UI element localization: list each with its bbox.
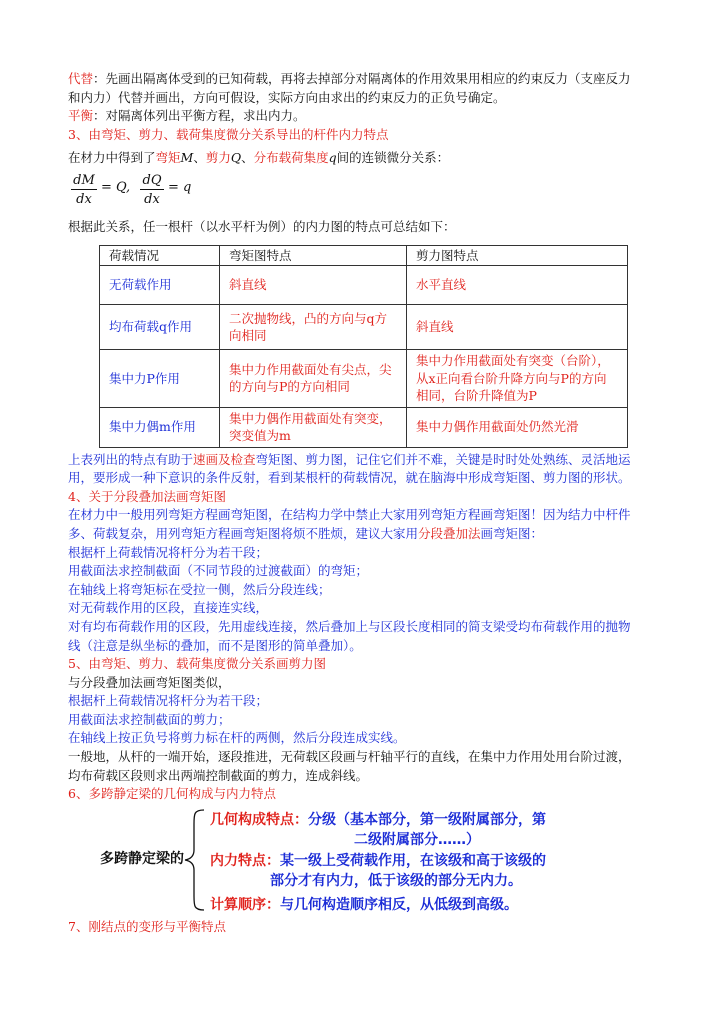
intro-line-2: 和内力）代替并画出，方向可假设，实际方向由求出的约束反力的正负号确定。 [68,89,506,105]
section4-p1b-line [68,525,658,544]
shear-cell: 斜直线 [407,305,628,350]
var-Q: Q [230,150,242,166]
table-row [100,305,628,350]
ping-text: ：对隔离体列出平衡方程，求出内力。 [93,108,306,124]
summary-1a: 上表列出的特点有助于 [68,451,194,467]
summary-1c: 弯矩图、剪力图，记住它们并不难，关键是时时处处熟练、灵活地运 [255,451,631,467]
fraction-dM-dx [71,172,97,208]
table-row [100,266,628,305]
shear-cell: 集中力偶作用截面处仍然光滑 [407,407,628,447]
table-row [100,407,628,447]
section4-heading: 4、关于分段叠加法画弯矩图 [68,488,226,504]
section4-step-1: 根据杆上荷载情况将杆分为若干段； [68,544,269,560]
section5-p2: 均布荷载区段则求出两端控制截面的剪力，连成斜线。 [68,767,369,783]
section5-step-1: 根据杆上荷载情况将杆分为若干段； [68,693,269,709]
shear-cell: 水平直线 [407,266,628,305]
section3-after: 根据此关系，任一根杆（以水平杆为例）的内力图的特点可总结如下： [68,218,456,234]
shear-cell: 集中力作用截面处有突变（台阶），从x正向看台阶升降方向与P的方向相同，台阶升降值为P [407,350,628,408]
moment-cell: 集中力偶作用截面处有突变，突变值为m [220,407,407,447]
intro-line-1 [68,70,658,89]
branch-geometry [210,810,640,850]
lead-f: 分布载荷集度 [253,150,329,166]
document-page [68,70,658,936]
b1-val-1: 分级（基本部分，第一级附属部分，第 [308,811,546,828]
diagram-label: 多跨静定梁的 [100,850,184,867]
section7-heading: 7、刚结点的变形与平衡特点 [68,918,226,934]
b2-val-1: 某一级上受荷载作用，在该级和高于该级的 [280,852,546,869]
p1-c: 分段叠加法 [418,525,481,541]
section4-step-6: 线（注意是纵坐标的叠加，而不是图形的简单叠加）。 [68,637,362,653]
differential-formula [68,172,658,218]
summary-line-1 [68,451,658,470]
section4-step-4: 对无荷载作用的区段，直接连实线， [68,600,269,616]
section4-p1a: 在材力中一般用列弯矩方程画弯矩图，在结构力学中禁止大家用列弯矩方程画弯矩图！因为结力中杆件 [68,507,631,523]
section5-p0: 与分段叠加法画弯矩图类似， [68,674,231,690]
curly-brace-icon [182,806,206,914]
f1-num: dM [73,172,95,188]
section3-heading: 3、由弯矩、剪力、载荷集度微分关系导出的杆件内力特点 [68,126,389,142]
lead-b: 弯矩 [155,150,181,166]
lead-a: 在材力中得到了 [68,150,156,166]
fraction-dQ-dx [140,172,164,208]
section5-step-3: 在轴线上按正负号将剪力标在杆的两侧，然后分段连成实线。 [68,730,406,746]
section6-heading: 6、多跨静定梁的几何构成与内力特点 [68,786,276,802]
load-cell: 均布荷载q作用 [100,305,220,350]
section4-step-2: 用截面法求控制截面（不同节段的过渡截面）的弯矩； [68,563,369,579]
var-M: M [180,150,194,166]
table-header: 剪力图特点 [407,245,628,266]
ping-term: 平衡 [68,108,94,124]
table-header: 荷载情况 [100,245,220,266]
features-table [99,245,628,448]
branch-calc-order [210,894,640,914]
lead-e: 、 [241,150,254,166]
var-q: q [328,150,337,166]
load-cell: 集中力P作用 [100,350,220,408]
p1-d: 画弯矩图： [480,525,544,541]
f2-den: dx [144,191,160,207]
load-cell: 集中力偶m作用 [100,407,220,447]
intro-line-3 [68,107,658,126]
section4-step-5: 对有均布荷载作用的区段，先用虚线连接，然后叠加上与区段长度相同的简支梁受均布荷载作用的抛物 [68,618,631,634]
multispan-beam-diagram [68,806,658,914]
section5-step-2: 用截面法求控制截面的剪力； [68,711,231,727]
b1-val-2: 二级附属部分……） [354,831,480,848]
b3-key: 计算顺序： [210,896,280,913]
section3-lead [68,149,658,168]
b2-val-2: 部分才有内力，低于该级的部分无内力。 [270,872,522,889]
f2-num: dQ [142,172,162,188]
branch-internal-force [210,851,640,891]
section4-step-3: 在轴线上将弯矩标在受拉一侧，然后分段连线； [68,581,331,597]
lead-g: 间的连锁微分关系： [336,150,450,166]
moment-cell: 斜直线 [220,266,407,305]
section5-heading: 5、由弯矩、剪力、载荷集度微分关系画剪力图 [68,656,326,672]
dai-term: 代替 [68,71,94,86]
moment-cell: 二次抛物线，凸的方向与q方向相同 [220,305,407,350]
summary-1b: 速画及检查 [193,451,256,467]
f1-den: dx [76,191,92,207]
summary-line-2: 用，要形成一种下意识的条件反射，看到某根杆的荷载情况，就在脑海中形成弯矩图、剪力图的形状。 [68,470,631,486]
section5-p1: 一般地，从杆的一端开始，逐段推进，无荷载区段画与杆轴平行的直线，在集中力作用处用台阶过渡， [68,749,631,765]
dai-text-1: ：先画出隔离体受到的已知荷载，再将去掉部分对隔离体的作用效果用相应的约束反力（支座反力 [93,71,631,86]
b1-key: 几何构成特点： [210,811,308,828]
table-row [100,350,628,408]
moment-cell: 集中力作用截面处有尖点，尖的方向与P的方向相同 [220,350,407,408]
f2-rhs: = q [168,179,192,195]
lead-d: 剪力 [205,150,231,166]
table-header-row [100,245,628,266]
lead-c: 、 [193,150,206,166]
f1-rhs: = Q, [101,179,131,195]
b3-val: 与几何构造顺序相反，从低级到高级。 [280,896,518,913]
b2-key: 内力特点： [210,852,280,869]
p1-b: 多、荷载复杂，用列弯矩方程画弯矩图将烦不胜烦，建议大家用 [68,525,419,541]
table-header: 弯矩图特点 [220,245,407,266]
load-cell: 无荷载作用 [100,266,220,305]
